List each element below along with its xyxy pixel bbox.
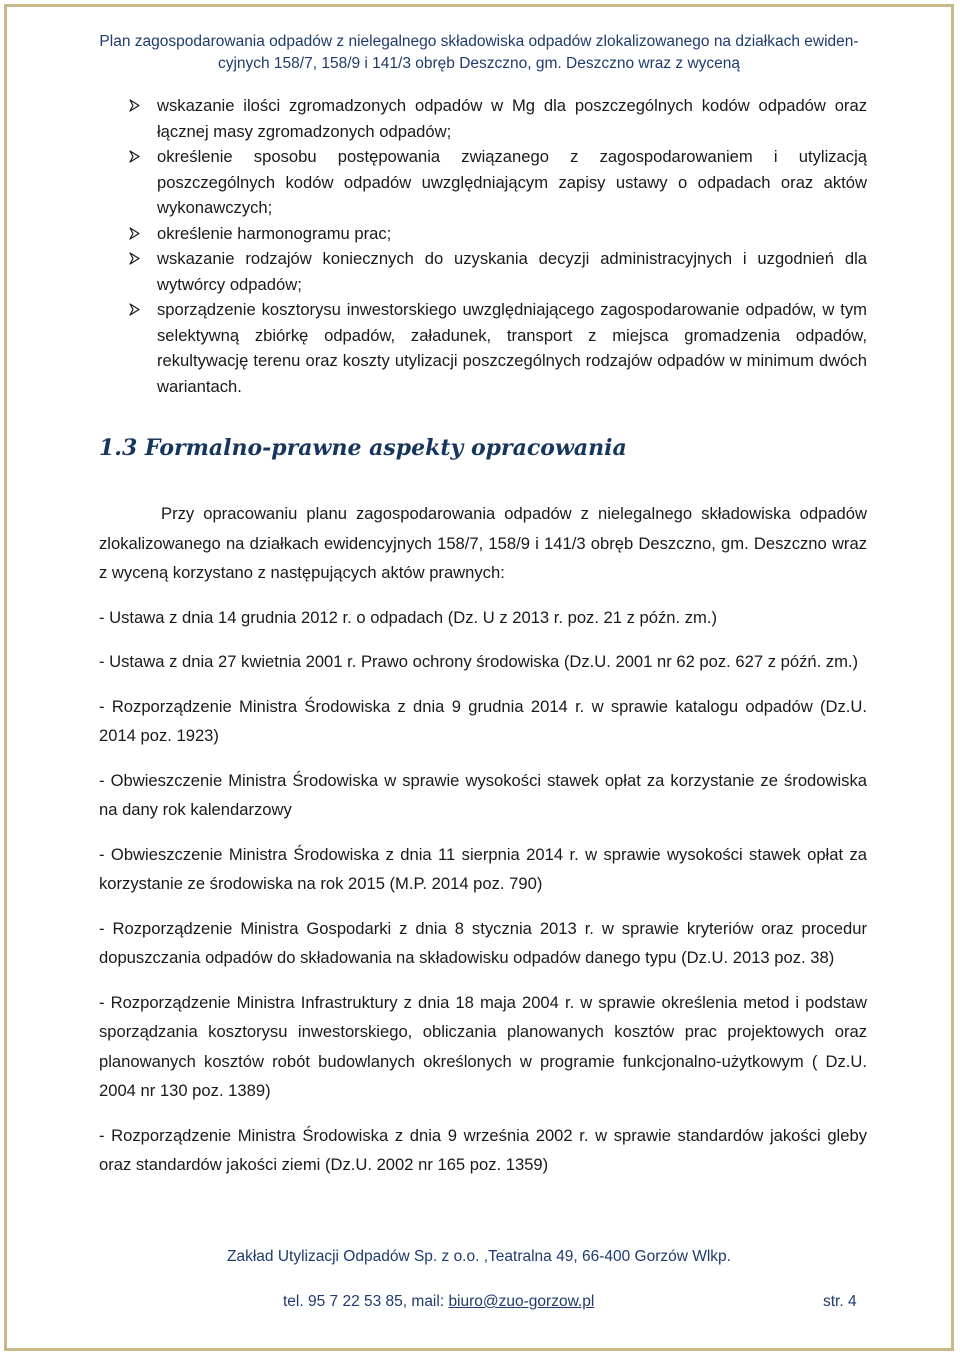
footer-company: Zakład Utylizacji Odpadów Sp. z o.o. ,Teatralna 49, 66-400 Gorzów Wlkp. — [227, 1248, 731, 1265]
legal-act-item: - Obwieszczenie Ministra Środowiska w sprawie wysokości stawek opłat za korzystanie ze środowiska na dany rok kalendarzowy — [99, 770, 867, 819]
intro-paragraph: Przy opracowaniu planu zagospodarowania odpadów z nielegalnego składowiska odpadów zlokalizowanego na działkach ewidencyjnych 158/7, 158/9 i 141/3 obręb Deszczno, gm. Deszczno wraz z wyceną korzystano z następujących aktów prawnych: — [99, 504, 867, 582]
footer-contact — [283, 1293, 594, 1311]
page-number: str. 4 — [823, 1293, 857, 1310]
bullet-text: określenie sposobu postępowania związanego z zagospodarowaniem i utylizacją poszczególnych kodów odpadów uwzględniającym zapisy ustawy o odpadach oraz aktów wykonawczych; — [157, 147, 867, 217]
header-line-2: cyjnych 158/7, 158/9 i 141/3 obręb Deszczno, gm. Deszczno wraz z wyceną — [217, 55, 741, 72]
list-item — [123, 297, 867, 399]
section-body — [99, 499, 867, 1195]
footer-contact-prefix: tel. 95 7 22 53 85, mail: — [283, 1293, 449, 1310]
legal-act-item: - Obwieszczenie Ministra Środowiska z dnia 11 sierpnia 2014 r. w sprawie wysokości stawek opłat za korzystanie ze środowiska na rok 2015 (M.P. 2014 poz. 790) — [99, 844, 867, 893]
scope-bullet-list — [123, 93, 867, 399]
list-item — [123, 93, 867, 144]
email-link[interactable]: biuro@zuo-gorzow.pl — [448, 1293, 595, 1310]
legal-act-item: - Rozporządzenie Ministra Gospodarki z dnia 8 stycznia 2013 r. w sprawie kryteriów oraz procedur dopuszczania odpadów do składowania na składowisku odpadów danego typu (Dz.U. 2013 poz. 38) — [99, 918, 867, 967]
list-item — [123, 246, 867, 297]
bullet-text: sporządzenie kosztorysu inwestorskiego uwzględniającego zagospodarowanie odpadów, w tym selektywną zbiórkę odpadów, załadunek, transport z miejsca gromadzenia odpadów, rekultywację terenu oraz koszty utylizacji poszczególnych rodzajów odpadów w minimum dwóch wariantach. — [157, 300, 867, 396]
arrow-bullet-icon — [129, 252, 140, 265]
bullet-text: wskazanie ilości zgromadzonych odpadów w Mg dla poszczególnych kodów odpadów oraz łącznej masy zgromadzonych odpadów; — [157, 96, 867, 141]
list-item — [123, 221, 867, 247]
legal-act-item: - Rozporządzenie Ministra Środowiska z dnia 9 września 2002 r. w sprawie standardów jakości gleby oraz standardów jakości ziemi (Dz.U. 2002 nr 165 poz. 1359) — [99, 1125, 867, 1174]
document-page — [4, 4, 954, 1351]
legal-act-item: - Rozporządzenie Ministra Środowiska z dnia 9 grudnia 2014 r. w sprawie katalogu odpadów (Dz.U. 2014 poz. 1923) — [99, 696, 867, 745]
arrow-bullet-icon — [129, 227, 140, 240]
section-heading: 1.3 Formalno-prawne aspekty opracowania — [99, 435, 627, 461]
legal-act-item: - Ustawa z dnia 14 grudnia 2012 r. o odpadach (Dz. U z 2013 r. poz. 21 z późn. zm.) — [99, 607, 717, 627]
bullet-text: wskazanie rodzajów koniecznych do uzyskania decyzji administracyjnych i uzgodnień dla wytwórcy odpadów; — [157, 249, 867, 294]
arrow-bullet-icon — [129, 99, 140, 112]
bullet-text: określenie harmonogramu prac; — [157, 223, 392, 243]
page-header — [57, 31, 901, 75]
arrow-bullet-icon — [129, 150, 140, 163]
legal-act-item: - Ustawa z dnia 27 kwietnia 2001 r. Prawo ochrony środowiska (Dz.U. 2001 nr 62 poz. 627 z późń. zm.) — [99, 652, 859, 671]
legal-act-item: - Rozporządzenie Ministra Infrastruktury z dnia 18 maja 2004 r. w sprawie określenia metod i podstaw sporządzania kosztorysu inwestorskiego, obliczania planowanych kosztów prac projektowych oraz planowanych kosztów robót budowlanych określonych w programie funkcjonalno-użytkowym ( Dz.U. 2004 nr 130 poz. 1389) — [99, 992, 867, 1100]
list-item — [123, 144, 867, 221]
arrow-bullet-icon — [129, 303, 140, 316]
header-line-1: Plan zagospodarowania odpadów z nielegalnego składowiska odpadów zlokalizowanego na działkach ewiden- — [99, 33, 859, 50]
